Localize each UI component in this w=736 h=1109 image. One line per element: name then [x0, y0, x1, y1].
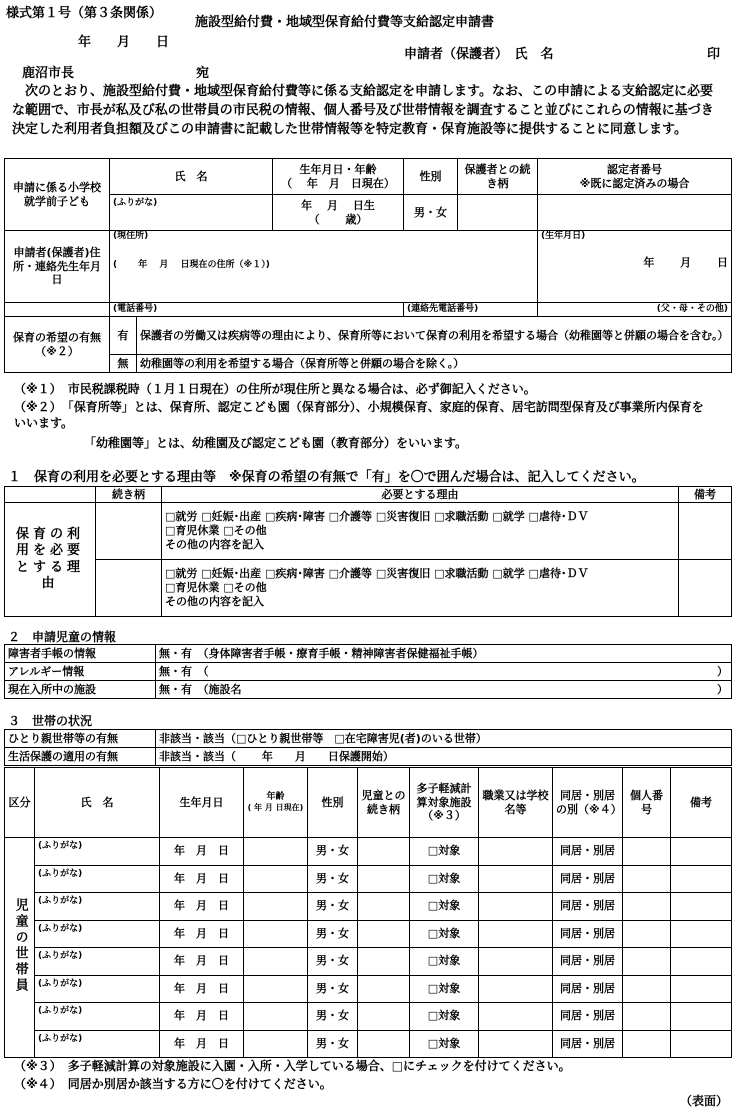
- note-2b: 「幼稚園等」とは、幼稚園及び認定こども園（教育部分）をいいます。: [84, 436, 468, 450]
- member-job-field[interactable]: [479, 948, 553, 976]
- member-sex-field[interactable]: 男・女: [308, 1030, 358, 1058]
- col-member-age: 年齢 ( 年 月 日現在): [244, 768, 308, 838]
- hope-row-label: 保育の希望の有無 （※２）: [5, 317, 110, 373]
- allergy-field[interactable]: 無・有 （ ）: [156, 663, 732, 681]
- member-birth-field[interactable]: 年 月 日: [160, 920, 244, 948]
- note-1: （※１） 市民税課税時（１月１日現在）の住所が現住所と異なる場合は、必ず御記入ください。: [14, 382, 536, 396]
- applicant-address-field[interactable]: (現住所) ( 年 月 日現在の住所（※１）): [110, 231, 538, 303]
- col-child-name: 氏 名: [110, 159, 273, 195]
- form-title: 施設型給付費・地域型保育給付費等支給認定申請書: [195, 15, 495, 30]
- member-multi-child-check[interactable]: □対象: [410, 838, 479, 866]
- col-birth-age: 生年月日・年齢 （ 年 月 日現在）: [273, 159, 404, 195]
- member-sex-field[interactable]: 男・女: [308, 1003, 358, 1031]
- seal-mark: 印: [707, 47, 721, 62]
- child-info-table: [4, 644, 732, 699]
- welfare-label: 生活保護の適用の有無: [5, 748, 156, 766]
- section2-heading: ２ 申請児童の情報: [8, 630, 117, 644]
- addressee: 鹿沼市長: [22, 66, 75, 81]
- member-sex-field[interactable]: 男・女: [308, 948, 358, 976]
- member-living-field[interactable]: 同居・別居: [553, 1003, 623, 1031]
- col-living: 同居・別居の別（※４）: [553, 768, 623, 838]
- member-row: [5, 948, 732, 976]
- form-number: 様式第１号（第３条関係）: [6, 6, 163, 21]
- member-multi-child-check[interactable]: □対象: [410, 948, 479, 976]
- child-applicant-table: [4, 158, 732, 373]
- member-mynumber-field[interactable]: [623, 1030, 671, 1058]
- col-reason-relation: 続き柄: [96, 487, 162, 503]
- member-note-field[interactable]: [671, 975, 732, 1003]
- member-note-field[interactable]: [671, 838, 732, 866]
- col-member-sex: 性別: [308, 768, 358, 838]
- member-birth-field[interactable]: 年 月 日: [160, 975, 244, 1003]
- member-job-field[interactable]: [479, 1030, 553, 1058]
- member-birth-field[interactable]: 年 月 日: [160, 893, 244, 921]
- member-birth-field[interactable]: 年 月 日: [160, 1030, 244, 1058]
- facility-field[interactable]: 無・有 （施設名 ）: [156, 681, 732, 699]
- member-mynumber-field[interactable]: [623, 920, 671, 948]
- member-name-field[interactable]: (ふりがな): [35, 975, 160, 1003]
- member-note-field[interactable]: [671, 1030, 732, 1058]
- member-mynumber-field[interactable]: [623, 948, 671, 976]
- member-name-field[interactable]: (ふりがな): [35, 893, 160, 921]
- member-name-field[interactable]: (ふりがな): [35, 865, 160, 893]
- note-3: （※３） 多子軽減計算の対象施設に入園・入所・入学している場合、□にチェックを付けてください。: [14, 1059, 571, 1073]
- member-sex-field[interactable]: 男・女: [308, 920, 358, 948]
- applicant-row-label: 申請者(保護者)住所・連絡先生年月日: [5, 231, 110, 303]
- member-job-field[interactable]: [479, 893, 553, 921]
- member-note-field[interactable]: [671, 948, 732, 976]
- welfare-field[interactable]: 非該当・該当（ 年 月 日保護開始）: [156, 748, 732, 766]
- member-job-field[interactable]: [479, 838, 553, 866]
- member-note-field[interactable]: [671, 1003, 732, 1031]
- facility-label: 現在入所中の施設: [5, 681, 156, 699]
- section1-heading: １ 保育の利用を必要とする理由等 ※保育の希望の有無で「有」を〇で囲んだ場合は、記入してください。: [8, 470, 645, 485]
- member-job-field[interactable]: [479, 975, 553, 1003]
- contact-phone-field[interactable]: (連絡先電話番号): [404, 303, 538, 317]
- member-mynumber-field[interactable]: [623, 865, 671, 893]
- member-relation-field[interactable]: [358, 1030, 410, 1058]
- member-relation-field[interactable]: [358, 838, 410, 866]
- hope-no-option[interactable]: 無: [110, 355, 137, 373]
- member-job-field[interactable]: [479, 865, 553, 893]
- addressee-honorific: 宛: [196, 66, 210, 81]
- member-mynumber-field[interactable]: [623, 838, 671, 866]
- col-member-birth: 生年月日: [160, 768, 244, 838]
- member-name-field[interactable]: (ふりがな): [35, 1030, 160, 1058]
- member-job-field[interactable]: [479, 920, 553, 948]
- member-relation-field[interactable]: [358, 975, 410, 1003]
- phone-field[interactable]: (電話番号): [110, 303, 404, 317]
- member-age-field[interactable]: [244, 838, 308, 866]
- member-living-field[interactable]: 同居・別居: [553, 920, 623, 948]
- reason-note-2[interactable]: [679, 560, 732, 617]
- household-members-table: [4, 767, 732, 1058]
- household-status-table: [4, 729, 732, 766]
- member-name-field[interactable]: (ふりがな): [35, 838, 160, 866]
- child-row-label: 申請に係る小学校就学前子ども: [5, 159, 110, 231]
- col-kubun: 区分: [5, 768, 35, 838]
- child-relation-field[interactable]: [458, 195, 538, 231]
- col-multi-child: 多子軽減計算対象施設（※３）: [410, 768, 479, 838]
- member-living-field[interactable]: 同居・別居: [553, 1030, 623, 1058]
- applicant-name-label: 申請者（保護者） 氏 名: [404, 47, 554, 62]
- phone-spacer: [5, 303, 110, 317]
- member-living-field[interactable]: 同居・別居: [553, 975, 623, 1003]
- member-row: [5, 1030, 732, 1058]
- member-sex-field[interactable]: 男・女: [308, 838, 358, 866]
- member-relation-field[interactable]: [358, 948, 410, 976]
- member-relation-field[interactable]: [358, 920, 410, 948]
- disability-label: 障害者手帳の情報: [5, 645, 156, 663]
- member-name-field[interactable]: (ふりがな): [35, 1003, 160, 1031]
- member-living-field[interactable]: 同居・別居: [553, 865, 623, 893]
- member-multi-child-check[interactable]: □対象: [410, 1003, 479, 1031]
- member-age-field[interactable]: [244, 1003, 308, 1031]
- member-job-field[interactable]: [479, 1003, 553, 1031]
- reason-header-blank: [5, 487, 96, 503]
- member-relation-field[interactable]: [358, 893, 410, 921]
- member-living-field[interactable]: 同居・別居: [553, 893, 623, 921]
- col-relation: 保護者との続き柄: [458, 159, 538, 195]
- reason-options-2[interactable]: □就労 □妊娠･出産 □疾病･障害 □介護等 □災害復旧 □求職活動 □就学 □虐待･ＤＶ □育児休業 □その他 その他の内容を記入: [162, 560, 679, 617]
- member-multi-child-check[interactable]: □対象: [410, 920, 479, 948]
- col-reason: 必要とする理由: [162, 487, 679, 503]
- hope-yes-option[interactable]: 有: [110, 317, 137, 355]
- member-living-field[interactable]: 同居・別居: [553, 948, 623, 976]
- member-mynumber-field[interactable]: [623, 893, 671, 921]
- member-row: [5, 865, 732, 893]
- member-sex-field[interactable]: 男・女: [308, 865, 358, 893]
- member-name-field[interactable]: (ふりがな): [35, 920, 160, 948]
- hope-no-text: 幼稚園等の利用を希望する場合（保育所等と併願の場合を除く。）: [137, 355, 732, 373]
- member-note-field[interactable]: [671, 920, 732, 948]
- member-relation-field[interactable]: [358, 1003, 410, 1031]
- col-job: 職業又は学校名等: [479, 768, 553, 838]
- section3-heading: ３ 世帯の状況: [8, 714, 93, 728]
- member-multi-child-check[interactable]: □対象: [410, 893, 479, 921]
- relation-field[interactable]: (父・母・その他): [538, 303, 732, 317]
- member-mynumber-field[interactable]: [623, 975, 671, 1003]
- allergy-label: アレルギー情報: [5, 663, 156, 681]
- child-name-field[interactable]: (ふりがな): [110, 195, 273, 231]
- reason-relation-1[interactable]: [96, 503, 162, 560]
- member-birth-field[interactable]: 年 月 日: [160, 838, 244, 866]
- child-birth-field[interactable]: 年 月 日生 （ 歳）: [273, 195, 404, 231]
- reason-row-label: 保育の利用を必要とする理由: [5, 503, 96, 617]
- applicant-birth-field[interactable]: (生年月日) 年 月 日: [538, 231, 732, 303]
- member-multi-child-check[interactable]: □対象: [410, 1030, 479, 1058]
- member-note-field[interactable]: [671, 893, 732, 921]
- disability-field[interactable]: 無・有 （身体障害者手帳・療育手帳・精神障害者保健福祉手帳）: [156, 645, 732, 663]
- member-row: [5, 838, 732, 866]
- member-birth-field[interactable]: 年 月 日: [160, 1003, 244, 1031]
- member-sex-field[interactable]: 男・女: [308, 893, 358, 921]
- col-member-relation: 児童との続き柄: [358, 768, 410, 838]
- member-sex-field[interactable]: 男・女: [308, 975, 358, 1003]
- consent-paragraph: 次のとおり、施設型給付費・地域型保育給付費等に係る支給認定を申請します。なお、この申請による支給認定に必要な範囲で、市長が私及び私の世帯員の市民税の情報、個人番号及び世帯情報を調査すること並びにこれらの情報に基づき決定した利用者負担額及びこの申請書に記載した世帯情報等を特定教育・保育施設等に提供することに同意します。: [12, 84, 714, 137]
- member-age-field[interactable]: [244, 975, 308, 1003]
- member-row: [5, 920, 732, 948]
- col-reason-note: 備考: [679, 487, 732, 503]
- reason-note-1[interactable]: [679, 503, 732, 560]
- member-multi-child-check[interactable]: □対象: [410, 975, 479, 1003]
- member-birth-field[interactable]: 年 月 日: [160, 948, 244, 976]
- hope-yes-text: 保護者の労働又は疾病等の理由により、保育所等において保育の利用を希望する場合（幼稚園等と併願の場合を含む。）: [137, 317, 732, 355]
- member-age-field[interactable]: [244, 948, 308, 976]
- member-age-field[interactable]: [244, 920, 308, 948]
- member-birth-field[interactable]: 年 月 日: [160, 865, 244, 893]
- child-sex-field[interactable]: 男・女: [404, 195, 458, 231]
- single-parent-label: ひとり親世帯等の有無: [5, 730, 156, 748]
- member-age-field[interactable]: [244, 865, 308, 893]
- col-sex: 性別: [404, 159, 458, 195]
- member-age-field[interactable]: [244, 1030, 308, 1058]
- member-note-field[interactable]: [671, 865, 732, 893]
- member-multi-child-check[interactable]: □対象: [410, 865, 479, 893]
- col-cert-number: 認定者番号 ※既に認定済みの場合: [538, 159, 732, 195]
- note-2: （※２） 「保育所等」とは、保育所、認定こども園（保育部分）、小規模保育、家庭的保育、居宅訪問型保育及び事業所内保育をいいます。: [14, 400, 704, 430]
- household-side-label: 児童の世帯員: [5, 838, 35, 1058]
- reason-options-1[interactable]: □就労 □妊娠･出産 □疾病･障害 □介護等 □災害復旧 □求職活動 □就学 □虐待･ＤＶ □育児休業 □その他 その他の内容を記入: [162, 503, 679, 560]
- member-row: [5, 893, 732, 921]
- note-4: （※４） 同居か別居か該当する方に〇を付けてください。: [14, 1077, 332, 1091]
- application-date: 年 月 日: [78, 35, 170, 50]
- member-name-field[interactable]: (ふりがな): [35, 948, 160, 976]
- col-mynumber: 個人番号: [623, 768, 671, 838]
- member-relation-field[interactable]: [358, 865, 410, 893]
- reason-table: [4, 486, 732, 617]
- reason-relation-2[interactable]: [96, 560, 162, 617]
- member-row: [5, 975, 732, 1003]
- col-member-name: 氏 名: [35, 768, 160, 838]
- member-living-field[interactable]: 同居・別居: [553, 838, 623, 866]
- member-mynumber-field[interactable]: [623, 1003, 671, 1031]
- col-member-note: 備考: [671, 768, 732, 838]
- member-age-field[interactable]: [244, 893, 308, 921]
- page-side-label: （表面）: [680, 1094, 729, 1108]
- single-parent-field[interactable]: 非該当・該当（□ひとり親世帯等 □在宅障害児(者)のいる世帯）: [156, 730, 732, 748]
- cert-number-field[interactable]: [538, 195, 732, 231]
- member-row: [5, 1003, 732, 1031]
